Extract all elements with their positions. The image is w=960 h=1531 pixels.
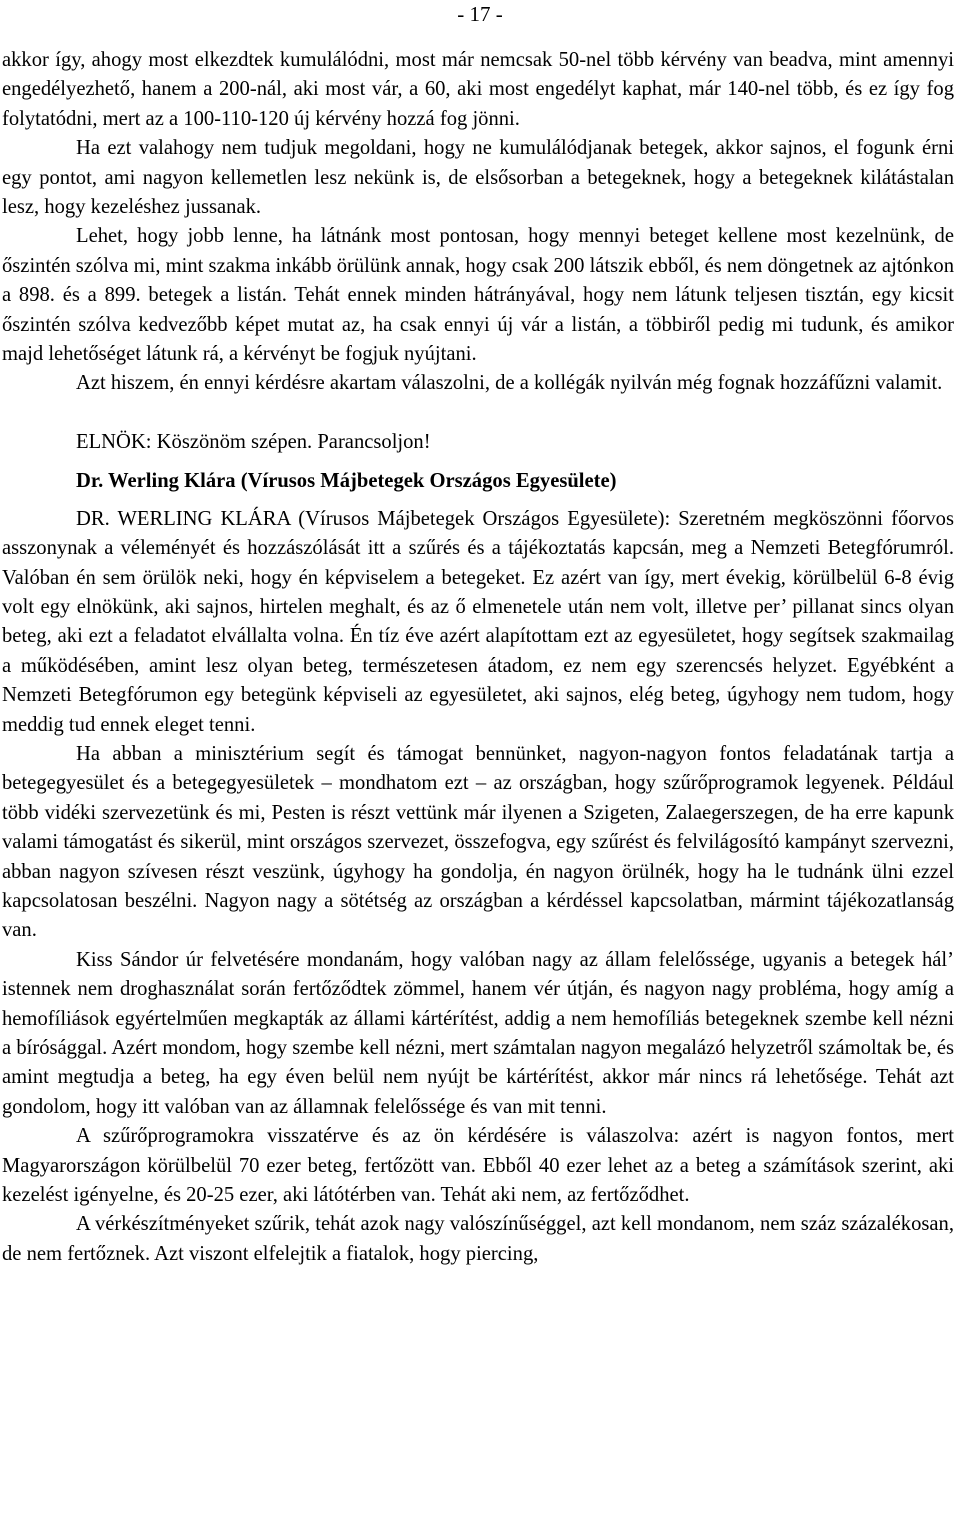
- paragraph: A vérkészítményeket szűrik, tehát azok nagy valószínűséggel, azt kell mondanom, nem száz százalékosan, de nem fertőznek. Azt viszont elfelejtik a fiatalok, hogy piercing,: [2, 1213, 954, 1265]
- paragraph: akkor így, ahogy most elkezdtek kumulálódni, most már nemcsak 50-nel több kérvény van beadva, mint amennyi engedélyezhető, hanem a 200-nál, aki most vár, a 60, aki most engedélyt kaphat, már 140-nel több, és ez így fog folytatódni, mert az a 100-110-120 új kérvény hozzá fog jönni.: [2, 49, 954, 130]
- paragraph: Ha ezt valahogy nem tudjuk megoldani, hogy ne kumulálódjanak betegek, akkor sajnos, el fogunk érni egy pontot, ami nagyon kellemetlen lesz nekünk is, de elsősorban a betegeknek, hogy a betegeknek kilátástalan lesz, hogy kezeléshez jussanak.: [2, 137, 954, 219]
- document-body: [2, 46, 954, 1269]
- paragraph: Kiss Sándor úr felvetésére mondanám, hogy valóban nagy az állam felelőssége, ugyanis a betegek hál’ istennek nem droghasználat során fertőződtek zömmel, hanem vér útján, és nagyon nagy probléma, hogy amíg a hemofíliások egyértelműen megkapták az állami kártérítést, addig a nem hemofíliás betegeknek szembe kell nézni a bírósággal. Azért mondom, hogy szembe kell nézni, mert számtalan nagyon megalázó helyzetről számoltak be, és amint megtudja a beteg, ha egy éven belül nem nyújt be kártérítést, akkor már nincs rá lehetősége. Tehát azt gondolom, hogy itt valóban van az államnak felelőssége és van mit tenni.: [2, 948, 954, 1118]
- paragraph: A szűrőprogramokra visszatérve és az ön kérdésére is válaszolva: azért is nagyon fontos, mert Magyarországon körülbelül 70 ezer beteg, fertőzött van. Ebből 40 ezer lehet az a beteg a számítások szerint, aki kezelést igényelne, és 20-25 ezer, aki látótérben van. Tehát aki nem, az fertőződhet.: [2, 1125, 954, 1207]
- paragraph: DR. WERLING KLÁRA (Vírusos Májbetegek Országos Egyesülete): Szeretném megköszönni főorvos asszonynak a véleményét és hozzászólását itt a szűrés és a tájékoztatás kapcsán, meg a Nemzeti Betegfórumról. Valóban én sem örülök neki, hogy én képviselem a betegeket. Ez azért van így, mert évekig, körülbelül 6-8 évig volt egy elnökünk, aki sajnos, hirtelen meghalt, és az ő elmenetele után nem volt, illetve per’ pillanat sincs olyan beteg, aki ezt a feladatot elvállalta volna. Én tíz éve azért alapítottam ezt az egyesületet, hogy segítsek szakmailag a működésében, amint lesz olyan beteg, természetesen átadom, ez nem egy szerencsés helyzet. Egyébként a Nemzeti Betegfórumon egy betegünk képviseli az egyesületet, aki sajnos, elég beteg, úgyhogy nem tudom, hogy meddig tud ennek eleget tenni.: [2, 507, 954, 736]
- paragraph: Ha abban a minisztérium segít és támogat bennünket, nagyon-nagyon fontos feladatának tartja a betegegyesület és a betegegyesületek – mondhatom ezt – az országban, hogy szűrőprogramok legyenek. Például több vidéki szervezetünk és mi, Pesten is részt vettünk már ilyenen a Szigeten, Zalaegerszegen, de ha erre kapunk valami támogatást és sikerül, mint országos szervezet, összefogva, egy szűrést és felvilágosító kampányt szervezni, abban nagyon szívesen részt veszünk, úgyhogy ha gondolja, én nagyon örülnék, hogy ha le tudnánk ülni ezzel kapcsolatosan beszélni. Nagyon nagy a sötétség az országban a kérdéssel kapcsolatban, mármint tájékozatlanság van.: [2, 742, 954, 942]
- page-number: - 17 -: [457, 2, 503, 26]
- speaker-heading: Dr. Werling Klára (Vírusos Májbetegek Országos Egyesülete): [76, 470, 617, 493]
- chair-remark: ELNÖK: Köszönöm szépen. Parancsoljon!: [76, 430, 431, 453]
- paragraph: Lehet, hogy jobb lenne, ha látnánk most pontosan, hogy mennyi beteget kellene most kezelnünk, de őszintén szólva mi, mint szakma inkább örülünk annak, hogy csak 200 látszik ebből, és nem döngetnek az ajtónkon a 898. és a 899. betegek a listán. Tehát ennek minden hátrányával, hogy nem látunk teljesen tisztán, egy kicsit őszintén szólva kedvezőbb képet mutat az, ha csak ennyi új vár a listán, a többiről pedig mi tudunk, és amikor majd lehetőséget látunk rá, a kérvényt be fogjuk nyújtani.: [2, 225, 954, 366]
- paragraph: Azt hiszem, én ennyi kérdésre akartam válaszolni, de a kollégák nyilván még fognak hozzáfűzni valamit.: [76, 372, 943, 395]
